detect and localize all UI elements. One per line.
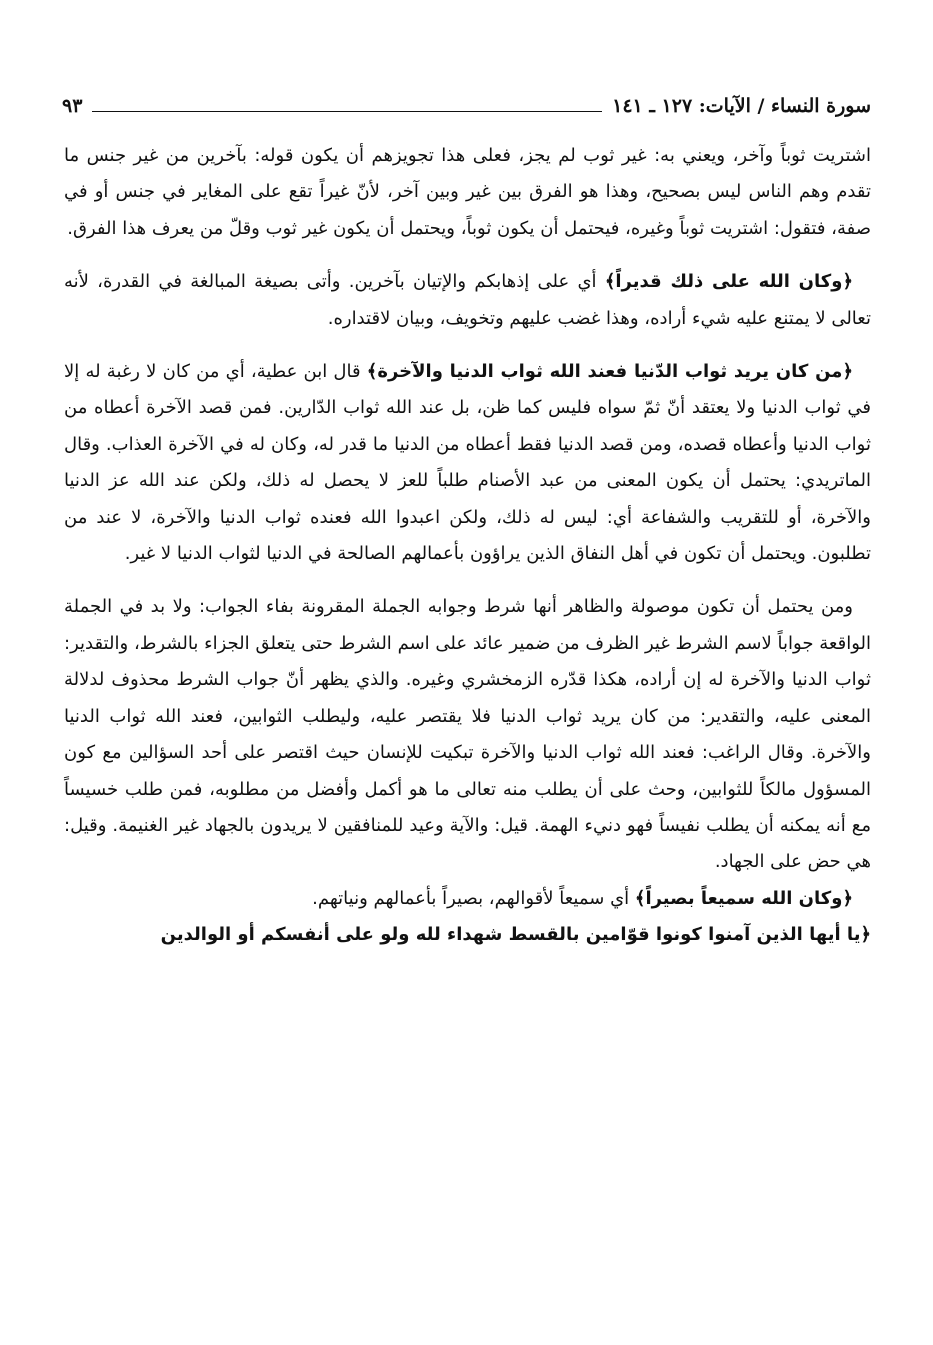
paragraph-text: قال ابن عطية، أي من كان لا رغبة له إلا في ثواب الدنيا ولا يعتقد أنّ ثمّ سواه فليس كما ظن، بل عند الله ثواب الدّارين. فمن قصد الآخرة أعطاه من ثواب الدنيا وأعطاه قصده، ومن قصد الدنيا فقط أعطاه من الدنيا ما قدر له، وكان له في الآخرة العذاب. وقال الماتريدي: يحتمل أن يكون المعنى من عبد الأصنام طلباً للعز لا يحصل له ذلك، ولكن عند الله عز الدنيا والآخرة، أو للتقريب والشفاعة أي: ليس له ذلك، ولكن اعبدوا الله فعنده ثواب الدنيا والآخرة، لا عند من تطلبون. ويحتمل أن تكون في أهل النفاق الذين يراؤون بأعمالهم الصالحة في الدنيا لثواب الدنيا لا غير. [64,361,871,565]
paragraph-6 [64,917,871,953]
paragraph-5 [64,881,871,917]
paragraph-text: اشتريت ثوباً وآخر، ويعني به: غير ثوب لم يجز، فعلى هذا تجويزهم أن يكون قوله: بآخرين من غير جنس ما تقدم وهم الناس ليس بصحيح، وهذا هو الفرق بين غير وبين آخر، لأنّ غيراً تقع على المغاير في جنس أو في صفة، فتقول: اشتريت ثوباً وغيره، فيحتمل أن يكون ثوباً، ويحتمل أن يكون غير ثوب وقلّ من يعرف هذا الفرق. [64,145,871,239]
paragraph-text: ومن يحتمل أن تكون موصولة والظاهر أنها شرط وجوابه الجملة المقرونة بفاء الجواب: ولا بد في الجملة الواقعة جواباً لاسم الشرط غير الظرف من ضمير عائد على اسم الشرط حتى يتعلق الجزاء بالشرط، والتقدير: ثواب الدنيا والآخرة له إن أراده، هكذا قدّره الزمخشري وغيره. والذي يظهر أنّ جواب الشرط محذوف لدلالة المعنى عليه، والتقدير: من كان يريد ثواب الدنيا فلا يقتصر عليه، وليطلب الثوابين، فعند الله ثواب الدنيا والآخرة. وقال الراغب: فعند الله ثواب الدنيا والآخرة تبكيت للإنسان حيث اقتصر على أحد السؤالين مع كون المسؤول مالكاً للثوابين، وحث على أن يطلب منه تعالى ما هو أكمل وأفضل من مطلوبه، فمن طلب خسيساً مع أنه يمكنه أن يطلب نفيساً فهو دنيء الهمة. قيل: والآية وعيد للمنافقين لا يريدون بالجهاد غير الغنيمة. وقيل: هي حض على الجهاد. [64,596,871,873]
paragraph-2 [64,264,871,337]
paragraph-1 [64,138,871,247]
paragraph-text: أي سميعاً لأقوالهم، بصيراً بأعمالهم ونياتهم. [312,887,635,909]
header-rule [92,111,602,112]
quran-verse: ﴿وكان الله سميعاً بصيراً﴾ [634,887,853,909]
quran-verse: ﴿يا أيها الذين آمنوا كونوا قوّامين بالقسط شهداء لله ولو على أنفسكم أو الوالدين [160,924,871,946]
paragraph-text: أي على إذهابكم والإتيان بآخرين. وأتى بصيغة المبالغة في القدرة، لأنه تعالى لا يمتنع عليه شيء أراده، وهذا غضب عليهم وتخويف، وبيان لاقتداره. [64,271,871,329]
page-number: ٩٣ [62,95,83,117]
page-body [64,138,871,954]
chapter-title: سورة النساء / الآيات: ١٢٧ ـ ١٤١ [612,95,871,117]
running-header [62,88,871,118]
paragraph-3 [64,354,871,572]
quran-verse: ﴿وكان الله على ذلك قديراً﴾ [604,271,853,293]
paragraph-4 [64,589,871,880]
quran-verse: ﴿من كان يريد ثواب الدّنيا فعند الله ثواب الدنيا والآخرة﴾ [366,361,853,383]
